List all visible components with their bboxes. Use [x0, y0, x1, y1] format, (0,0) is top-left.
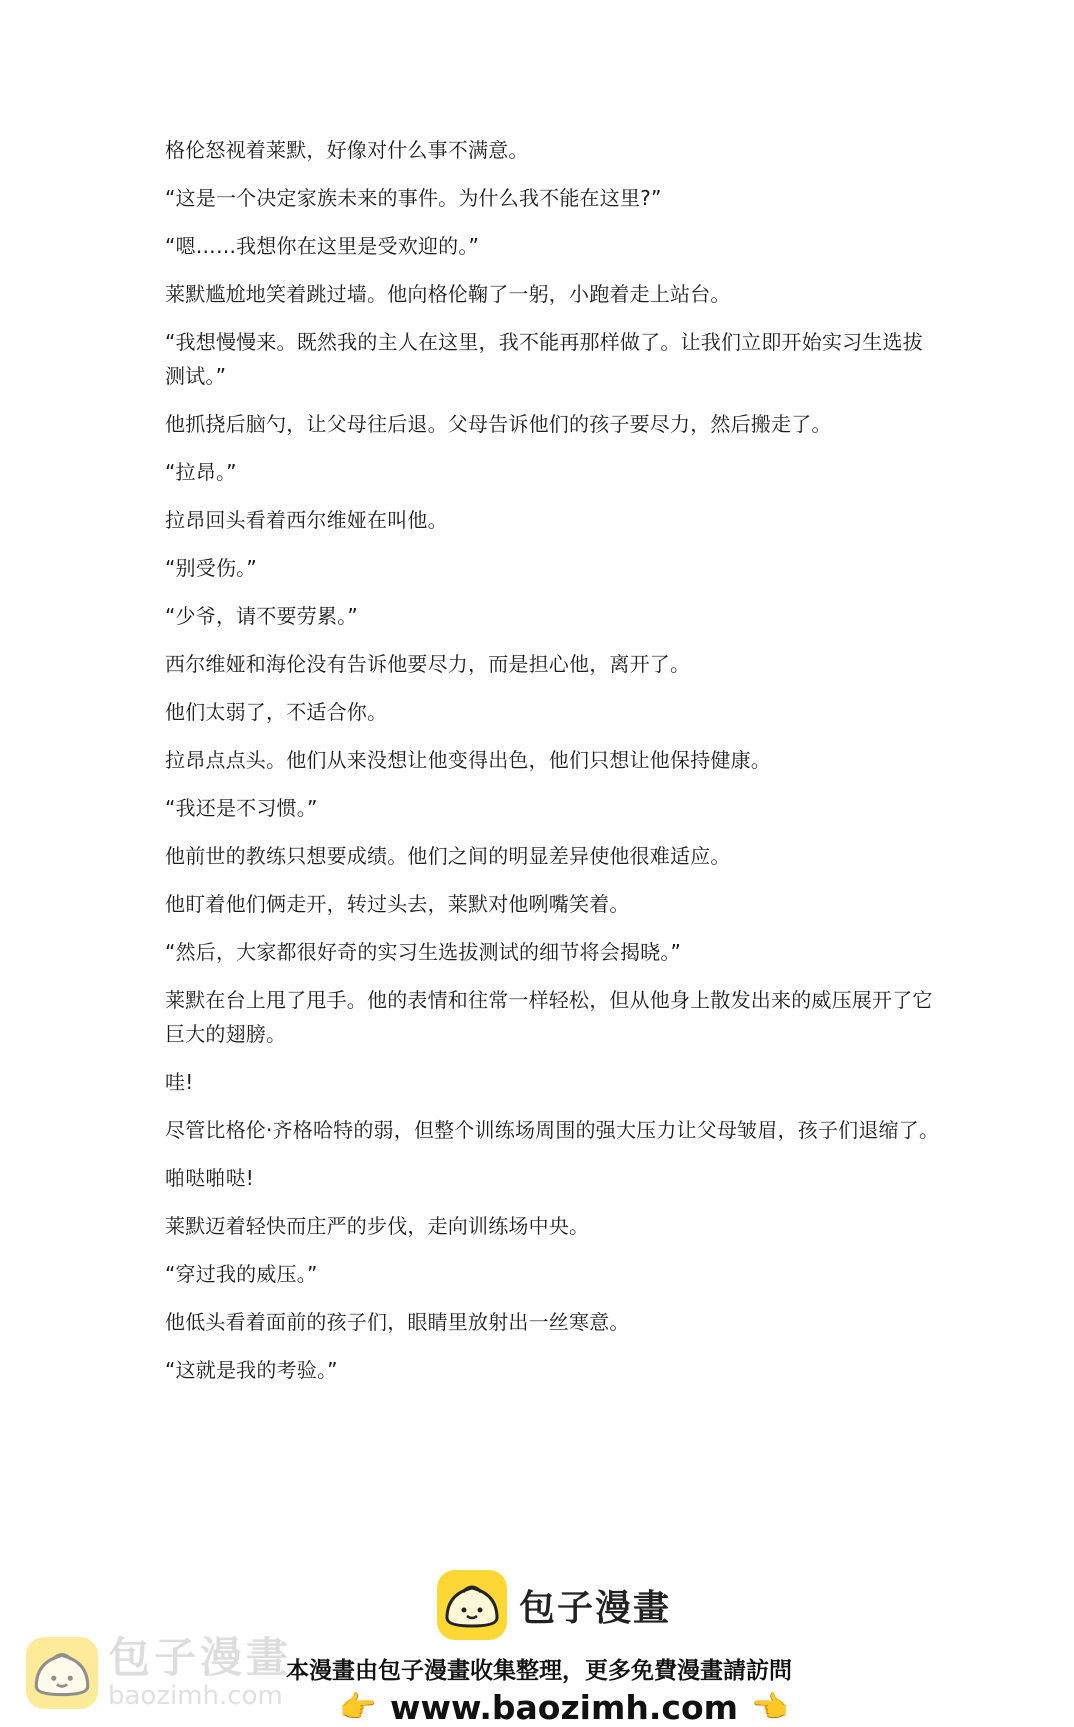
paragraph: 他低头看着面前的孩子们，眼睛里放射出一丝寒意。	[165, 1310, 630, 1334]
url-row[interactable]	[336, 1688, 792, 1727]
paragraph: 西尔维娅和海伦没有告诉他要尽力，而是担心他，离开了。	[165, 652, 691, 676]
paragraph: 他盯着他们俩走开，转过头去，莱默对他咧嘴笑着。	[165, 892, 630, 916]
paragraph: “别受伤。”	[165, 556, 257, 580]
paragraph: “穿过我的威压。”	[165, 1262, 318, 1286]
paragraph: 啪哒啪哒!	[165, 1166, 255, 1190]
site-footer	[0, 1560, 1074, 1727]
bun-watermark-icon	[26, 1637, 98, 1709]
paragraph: 莱默迈着轻快而庄严的步伐，走向训练场中央。	[165, 1214, 590, 1238]
paragraph: “这是一个决定家族未来的事件。为什么我不能在这里?”	[165, 186, 662, 210]
paragraph: “少爷，请不要劳累。”	[165, 604, 358, 628]
chapter-text	[165, 133, 940, 1401]
paragraph: 他们太弱了，不适合你。	[165, 700, 388, 724]
paragraph: “我还是不习惯。”	[165, 796, 318, 820]
paragraph: 拉昂点点头。他们从来没想让他变得出色，他们只想让他保持健康。	[165, 748, 771, 772]
paragraph: 格伦怒视着莱默，好像对什么事不满意。	[165, 138, 529, 162]
paragraph: “拉昂。”	[165, 460, 237, 484]
paragraph: 莱默在台上甩了甩手。他的表情和往常一样轻松，但从他身上散发出来的威压展开了它巨大的翅膀。	[165, 988, 933, 1046]
paragraph: “嗯……我想你在这里是受欢迎的。”	[165, 234, 480, 258]
brand-name: 包子漫畫	[519, 1587, 672, 1629]
paragraph: 他抓挠后脑勺，让父母往后退。父母告诉他们的孩子要尽力，然后搬走了。	[165, 412, 832, 436]
paragraph: 拉昂回头看着西尔维娅在叫他。	[165, 508, 448, 532]
pointing-right-icon: 👉	[339, 1690, 377, 1725]
paragraph: 哇!	[165, 1070, 194, 1094]
pointing-left-icon: 👈	[751, 1690, 789, 1725]
paragraph: 尽管比格伦·齐格哈特的弱，但整个训练场周围的强大压力让父母皱眉，孩子们退缩了。	[165, 1118, 940, 1142]
watermark-en: baozimh.com	[108, 1681, 283, 1711]
footer-notice: 本漫畫由包子漫畫收集整理，更多免費漫畫請訪問	[286, 1658, 792, 1684]
paragraph: “我想慢慢来。既然我的主人在这里，我不能再那样做了。让我们立即开始实习生选拔测试。”	[165, 330, 923, 388]
paragraph: 他前世的教练只想要成绩。他们之间的明显差异使他很难适应。	[165, 844, 731, 868]
paragraph: “这就是我的考验。”	[165, 1358, 338, 1382]
watermark-cn: 包子漫畫	[108, 1633, 293, 1682]
watermark	[26, 1635, 292, 1711]
paragraph: “然后，大家都很好奇的实习生选拔测试的细节将会揭晓。”	[165, 940, 682, 964]
brand-logo[interactable]	[437, 1570, 671, 1640]
bun-icon	[437, 1570, 507, 1640]
site-url-link[interactable]: www.baozimh.com	[390, 1688, 738, 1727]
paragraph: 莱默尴尬地笑着跳过墙。他向格伦鞠了一躬，小跑着走上站台。	[165, 282, 731, 306]
